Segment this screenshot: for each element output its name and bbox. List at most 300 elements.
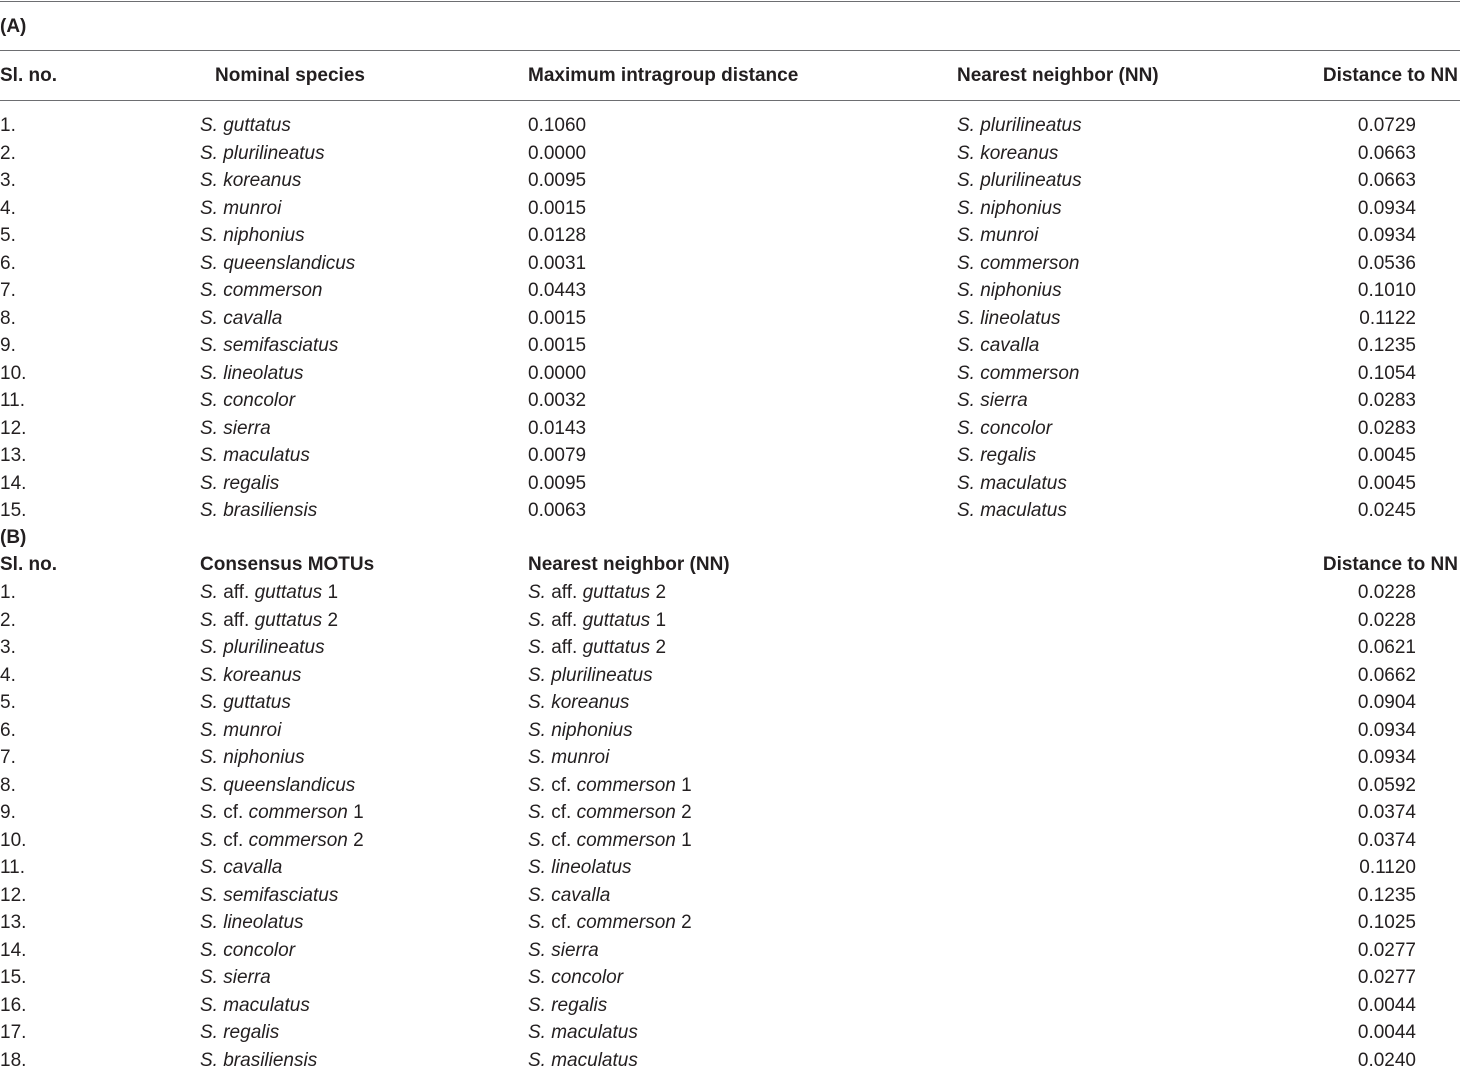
species-species: lineolatus (223, 362, 304, 384)
motu-cell (200, 774, 355, 798)
nearest-neighbor-species: commerson (576, 802, 676, 823)
distance-to-nn: 0.0934 (1357, 225, 1416, 246)
nearest-neighbor-genus: S. (528, 747, 546, 768)
motu-qualifier: aff. (223, 609, 250, 631)
species-genus: S. (200, 390, 218, 411)
motu-species: sierra (223, 967, 271, 988)
nearest-neighbor-cell (528, 664, 653, 688)
nearest-neighbor-species: niphonius (980, 197, 1062, 219)
species-cell (200, 417, 271, 441)
nearest-neighbor-species: commerson (576, 774, 676, 796)
nearest-neighbor-cell (528, 911, 692, 935)
row-number: 3. (0, 170, 16, 191)
motu-genus: S. (200, 967, 218, 988)
nearest-neighbor-cell (528, 1049, 638, 1073)
header-rule-a-bottom (0, 100, 1460, 101)
nearest-neighbor-genus: S. (528, 857, 546, 878)
row-number: 2. (0, 609, 16, 631)
distance-to-nn: 0.1235 (1357, 884, 1416, 906)
section-b-label-text: (B) (0, 527, 27, 548)
species-cell (200, 197, 281, 221)
motu-cell (200, 581, 338, 605)
nearest-neighbor-cell (528, 994, 607, 1018)
species-species: sierra (223, 417, 271, 439)
nearest-neighbor-cell (528, 609, 666, 633)
motu-genus: S. (200, 912, 218, 933)
distance-to-nn: 0.1235 (1357, 335, 1416, 356)
nearest-neighbor-genus: S. (528, 692, 546, 713)
motu-qualifier: aff. (223, 582, 250, 603)
nearest-neighbor-genus: S. (957, 252, 975, 274)
nearest-neighbor-species: munroi (980, 225, 1039, 246)
nearest-neighbor-species: commerson (576, 829, 676, 851)
row-number: 10. (0, 829, 27, 851)
motu-genus: S. (200, 692, 218, 713)
nearest-neighbor-cell (528, 636, 666, 660)
species-genus: S. (200, 280, 218, 301)
section-a-label-text: (A) (0, 16, 27, 37)
nearest-neighbor-suffix: 1 (655, 609, 667, 631)
nearest-neighbor-qualifier: cf. (551, 912, 572, 933)
species-cell (200, 472, 279, 496)
nearest-neighbor-genus: S. (528, 719, 546, 741)
species-genus: S. (200, 142, 218, 164)
species-cell (200, 279, 322, 303)
row-number: 5. (0, 225, 16, 246)
distance-to-nn: 0.0934 (1357, 197, 1416, 219)
nearest-neighbor-cell (957, 169, 1082, 193)
motu-cell (200, 994, 310, 1018)
row-number: 7. (0, 280, 16, 301)
motu-genus: S. (200, 664, 218, 686)
motu-qualifier: cf. (223, 829, 244, 851)
nearest-neighbor-genus: S. (957, 362, 975, 384)
nearest-neighbor-genus: S. (528, 802, 546, 823)
nearest-neighbor-cell (528, 719, 633, 743)
species-cell (200, 114, 291, 138)
nearest-neighbor-suffix: 1 (681, 774, 692, 796)
nearest-neighbor-genus: S. (528, 912, 546, 933)
nearest-neighbor-species: sierra (551, 939, 599, 961)
motu-species: lineolatus (223, 912, 304, 933)
motu-cell (200, 664, 301, 688)
motu-cell (200, 856, 282, 880)
nearest-neighbor-suffix: 2 (681, 912, 692, 933)
motu-species: koreanus (223, 664, 302, 686)
nearest-neighbor-genus: S. (957, 115, 975, 136)
motu-species: maculatus (223, 994, 310, 1016)
motu-genus: S. (200, 884, 218, 906)
species-species: cavalla (223, 307, 283, 329)
motu-genus: S. (200, 747, 218, 768)
nearest-neighbor-qualifier: aff. (551, 637, 578, 658)
motu-genus: S. (200, 857, 218, 878)
nearest-neighbor-cell (957, 252, 1079, 276)
intragroup-distance: 0.0079 (528, 445, 587, 466)
nearest-neighbor-cell (957, 389, 1028, 413)
motu-cell (200, 746, 305, 770)
motu-species: niphonius (223, 747, 305, 768)
nearest-neighbor-genus: S. (528, 637, 546, 658)
species-cell (200, 334, 338, 358)
row-number: 1. (0, 582, 16, 603)
motu-cell (200, 719, 281, 743)
motu-genus: S. (200, 829, 218, 851)
nearest-neighbor-species: regalis (551, 994, 608, 1016)
header-distance-to-nn: Distance to NN (1322, 65, 1458, 86)
motu-genus: S. (200, 582, 218, 603)
nearest-neighbor-genus: S. (528, 664, 546, 686)
distance-to-nn: 0.0277 (1357, 967, 1416, 988)
distance-to-nn: 0.0045 (1357, 445, 1416, 466)
distance-to-nn: 0.1010 (1357, 280, 1416, 301)
row-number: 11. (0, 390, 26, 411)
header-nearest-neighbor-b: Nearest neighbor (NN) (528, 554, 730, 575)
distance-to-nn: 0.0228 (1357, 582, 1416, 603)
distance-to-nn: 0.0283 (1357, 390, 1416, 411)
header-sl-no: Sl. no. (0, 65, 57, 86)
intragroup-distance: 0.1060 (528, 115, 587, 136)
nearest-neighbor-suffix: 2 (655, 582, 667, 603)
nearest-neighbor-cell (957, 197, 1062, 221)
nearest-neighbor-genus: S. (528, 582, 546, 603)
row-number: 9. (0, 335, 16, 356)
motu-genus: S. (200, 939, 218, 961)
nearest-neighbor-cell (528, 691, 629, 715)
species-genus: S. (200, 170, 218, 191)
nearest-neighbor-cell (957, 362, 1079, 386)
distance-to-nn: 0.1025 (1357, 912, 1416, 933)
intragroup-distance: 0.0095 (528, 170, 587, 191)
motu-species: commerson (248, 802, 348, 823)
nearest-neighbor-genus: S. (957, 307, 975, 329)
motu-suffix: 2 (353, 829, 364, 851)
species-genus: S. (200, 197, 218, 219)
nearest-neighbor-cell (957, 142, 1058, 166)
motu-species: guttatus (223, 692, 291, 713)
nearest-neighbor-qualifier: cf. (551, 802, 572, 823)
nearest-neighbor-cell (528, 856, 632, 880)
row-number: 8. (0, 774, 16, 796)
motu-species: brasiliensis (223, 1049, 318, 1071)
nearest-neighbor-species: koreanus (551, 692, 630, 713)
row-number: 7. (0, 747, 16, 768)
nearest-neighbor-genus: S. (528, 609, 546, 631)
intragroup-distance: 0.0143 (528, 417, 587, 439)
nearest-neighbor-genus: S. (528, 829, 546, 851)
nearest-neighbor-cell (528, 884, 610, 908)
row-number: 13. (0, 445, 27, 466)
intragroup-distance: 0.0015 (528, 307, 587, 329)
nearest-neighbor-genus: S. (957, 335, 975, 356)
motu-genus: S. (200, 802, 218, 823)
motu-species: queenslandicus (223, 774, 356, 796)
nearest-neighbor-genus: S. (528, 1049, 546, 1071)
distance-to-nn: 0.0240 (1357, 1049, 1416, 1071)
species-species: commerson (223, 280, 323, 301)
species-species: maculatus (223, 445, 310, 466)
motu-genus: S. (200, 1049, 218, 1071)
nearest-neighbor-cell (528, 801, 692, 825)
motu-cell (200, 691, 291, 715)
nearest-neighbor-genus: S. (957, 390, 975, 411)
species-species: munroi (223, 197, 282, 219)
nearest-neighbor-species: munroi (551, 747, 610, 768)
nearest-neighbor-qualifier: cf. (551, 829, 572, 851)
species-cell (200, 142, 325, 166)
nearest-neighbor-genus: S. (957, 472, 975, 494)
nearest-neighbor-cell (957, 279, 1062, 303)
nearest-neighbor-genus: S. (528, 884, 546, 906)
nearest-neighbor-species: koreanus (980, 142, 1059, 164)
header-consensus-motus: Consensus MOTUs (200, 554, 375, 575)
intragroup-distance: 0.0443 (528, 280, 587, 301)
nearest-neighbor-cell (528, 581, 666, 605)
intragroup-distance: 0.0128 (528, 225, 587, 246)
nearest-neighbor-genus: S. (957, 197, 975, 219)
header-rule-a-top (0, 50, 1460, 51)
motu-suffix: 1 (327, 582, 339, 603)
distance-to-nn: 0.0045 (1357, 472, 1416, 494)
intragroup-distance: 0.0000 (528, 142, 587, 164)
motu-species: plurilineatus (223, 637, 325, 658)
motu-cell (200, 1049, 317, 1073)
nearest-neighbor-cell (528, 829, 692, 853)
distance-to-nn: 0.0663 (1357, 142, 1416, 164)
row-number: 14. (0, 472, 27, 494)
nearest-neighbor-species: regalis (980, 445, 1037, 466)
motu-cell (200, 966, 271, 990)
header-distance-to-nn-b: Distance to NN (1322, 554, 1458, 575)
species-genus: S. (200, 500, 218, 521)
motu-species: cavalla (223, 857, 283, 878)
nearest-neighbor-genus: S. (957, 500, 975, 521)
nearest-neighbor-qualifier: aff. (551, 609, 578, 631)
row-number: 13. (0, 912, 27, 933)
nearest-neighbor-cell (957, 307, 1061, 331)
intragroup-distance: 0.0063 (528, 500, 587, 521)
row-number: 15. (0, 500, 27, 521)
motu-cell (200, 911, 304, 935)
row-number: 11. (0, 857, 26, 878)
species-species: guttatus (223, 115, 291, 136)
distance-to-nn: 0.0228 (1357, 609, 1416, 631)
nearest-neighbor-genus: S. (528, 774, 546, 796)
header-nearest-neighbor: Nearest neighbor (NN) (957, 65, 1159, 86)
row-number: 8. (0, 307, 16, 329)
motu-species: guttatus (254, 582, 323, 603)
species-cell (200, 444, 310, 468)
nearest-neighbor-suffix: 1 (681, 829, 692, 851)
row-number: 10. (0, 362, 27, 384)
nearest-neighbor-species: commerson (576, 912, 676, 933)
intragroup-distance: 0.0031 (528, 252, 587, 274)
distance-to-nn: 0.0245 (1357, 500, 1416, 521)
nearest-neighbor-cell (528, 1021, 638, 1045)
motu-suffix: 1 (353, 802, 364, 823)
species-species: koreanus (223, 170, 302, 191)
motu-suffix: 2 (327, 609, 339, 631)
species-genus: S. (200, 225, 218, 246)
row-number: 15. (0, 967, 27, 988)
species-cell (200, 362, 304, 386)
nearest-neighbor-genus: S. (957, 170, 975, 191)
distance-to-nn: 0.0729 (1357, 115, 1416, 136)
distance-to-nn: 0.0904 (1357, 692, 1416, 713)
row-number: 12. (0, 884, 27, 906)
intragroup-distance: 0.0015 (528, 335, 587, 356)
motu-species: semifasciatus (223, 884, 339, 906)
distance-to-nn: 0.0934 (1357, 719, 1416, 741)
intragroup-distance: 0.0032 (528, 390, 587, 411)
nearest-neighbor-suffix: 2 (681, 802, 692, 823)
species-cell (200, 499, 317, 523)
row-number: 2. (0, 142, 16, 164)
table-top-rule (0, 1, 1460, 2)
distance-to-nn: 0.0044 (1357, 1022, 1416, 1043)
distance-to-nn: 0.0374 (1357, 829, 1416, 851)
nearest-neighbor-species: lineolatus (551, 857, 632, 878)
motu-cell (200, 801, 364, 825)
species-species: concolor (223, 390, 296, 411)
nearest-neighbor-species: guttatus (582, 637, 651, 658)
motu-genus: S. (200, 774, 218, 796)
distance-to-nn: 0.0536 (1357, 252, 1416, 274)
distance-to-nn: 0.1120 (1359, 857, 1416, 878)
species-genus: S. (200, 445, 218, 466)
nearest-neighbor-species: niphonius (980, 280, 1062, 301)
nearest-neighbor-species: plurilineatus (980, 170, 1082, 191)
species-genus: S. (200, 307, 218, 329)
species-genus: S. (200, 362, 218, 384)
nearest-neighbor-qualifier: aff. (551, 582, 578, 603)
header-nominal-species: Nominal species (215, 65, 365, 86)
nearest-neighbor-species: niphonius (551, 719, 633, 741)
species-species: brasiliensis (223, 500, 318, 521)
nearest-neighbor-genus: S. (528, 1022, 546, 1043)
row-number: 5. (0, 692, 16, 713)
nearest-neighbor-genus: S. (528, 967, 546, 988)
distance-to-nn: 0.0277 (1357, 939, 1416, 961)
nearest-neighbor-species: maculatus (551, 1049, 638, 1071)
distance-to-nn: 0.0044 (1357, 994, 1416, 1016)
distance-to-nn: 0.0662 (1357, 664, 1416, 686)
motu-species: commerson (248, 829, 348, 851)
distance-to-nn: 0.1054 (1357, 362, 1416, 384)
nearest-neighbor-species: maculatus (980, 500, 1067, 521)
nearest-neighbor-species: cavalla (980, 335, 1040, 356)
row-number: 6. (0, 252, 16, 274)
nearest-neighbor-species: concolor (980, 417, 1053, 439)
species-species: plurilineatus (223, 142, 325, 164)
nearest-neighbor-species: plurilineatus (980, 115, 1082, 136)
row-number: 4. (0, 197, 16, 219)
nearest-neighbor-cell (528, 966, 623, 990)
species-genus: S. (200, 115, 218, 136)
species-genus: S. (200, 472, 218, 494)
header-sl-no-b: Sl. no. (0, 554, 57, 575)
nearest-neighbor-genus: S. (528, 994, 546, 1016)
motu-cell (200, 1021, 279, 1045)
distance-to-nn: 0.0663 (1357, 170, 1416, 191)
species-species: queenslandicus (223, 252, 356, 274)
distance-to-nn: 0.0374 (1357, 802, 1416, 823)
nearest-neighbor-species: plurilineatus (551, 664, 653, 686)
species-cell (200, 389, 295, 413)
nearest-neighbor-species: commerson (980, 362, 1080, 384)
distance-to-nn: 0.1122 (1359, 307, 1416, 329)
motu-cell (200, 829, 364, 853)
distance-to-nn: 0.0621 (1357, 637, 1416, 658)
nearest-neighbor-species: commerson (980, 252, 1080, 274)
nearest-neighbor-cell (957, 114, 1082, 138)
motu-cell (200, 884, 338, 908)
species-genus: S. (200, 335, 218, 356)
nearest-neighbor-cell (528, 746, 609, 770)
nearest-neighbor-genus: S. (957, 142, 975, 164)
species-species: semifasciatus (223, 335, 339, 356)
motu-genus: S. (200, 994, 218, 1016)
nearest-neighbor-cell (957, 417, 1052, 441)
species-cell (200, 252, 355, 276)
motu-genus: S. (200, 637, 218, 658)
motu-qualifier: cf. (223, 802, 244, 823)
motu-genus: S. (200, 719, 218, 741)
row-number: 17. (0, 1022, 27, 1043)
motu-cell (200, 609, 338, 633)
species-cell (200, 224, 305, 248)
motu-species: guttatus (254, 609, 323, 631)
nearest-neighbor-genus: S. (957, 280, 975, 301)
nearest-neighbor-species: guttatus (582, 582, 651, 603)
species-cell (200, 307, 282, 331)
row-number: 18. (0, 1049, 27, 1071)
nearest-neighbor-cell (957, 334, 1039, 358)
row-number: 12. (0, 417, 27, 439)
motu-cell (200, 636, 325, 660)
nearest-neighbor-species: guttatus (582, 609, 651, 631)
nearest-neighbor-species: lineolatus (980, 307, 1061, 329)
row-number: 1. (0, 115, 16, 136)
row-number: 3. (0, 637, 16, 658)
row-number: 16. (0, 994, 27, 1016)
species-species: niphonius (223, 225, 305, 246)
nearest-neighbor-cell (957, 499, 1067, 523)
motu-species: concolor (223, 939, 296, 961)
nearest-neighbor-suffix: 2 (655, 637, 667, 658)
nearest-neighbor-qualifier: cf. (551, 774, 572, 796)
species-genus: S. (200, 252, 218, 274)
nearest-neighbor-cell (957, 472, 1067, 496)
nearest-neighbor-species: cavalla (551, 884, 611, 906)
species-species: regalis (223, 472, 280, 494)
nearest-neighbor-cell (957, 224, 1038, 248)
nearest-neighbor-species: concolor (551, 967, 624, 988)
species-cell (200, 169, 301, 193)
nearest-neighbor-species: maculatus (551, 1022, 638, 1043)
motu-genus: S. (200, 609, 218, 631)
motu-cell (200, 939, 295, 963)
nearest-neighbor-cell (528, 774, 692, 798)
distance-to-nn: 0.0934 (1357, 747, 1416, 768)
nearest-neighbor-genus: S. (957, 445, 975, 466)
intragroup-distance: 0.0015 (528, 197, 587, 219)
nearest-neighbor-cell (957, 444, 1036, 468)
nearest-neighbor-genus: S. (957, 417, 975, 439)
row-number: 6. (0, 719, 16, 741)
motu-species: regalis (223, 1022, 280, 1043)
header-max-intragroup-distance: Maximum intragroup distance (528, 65, 799, 86)
